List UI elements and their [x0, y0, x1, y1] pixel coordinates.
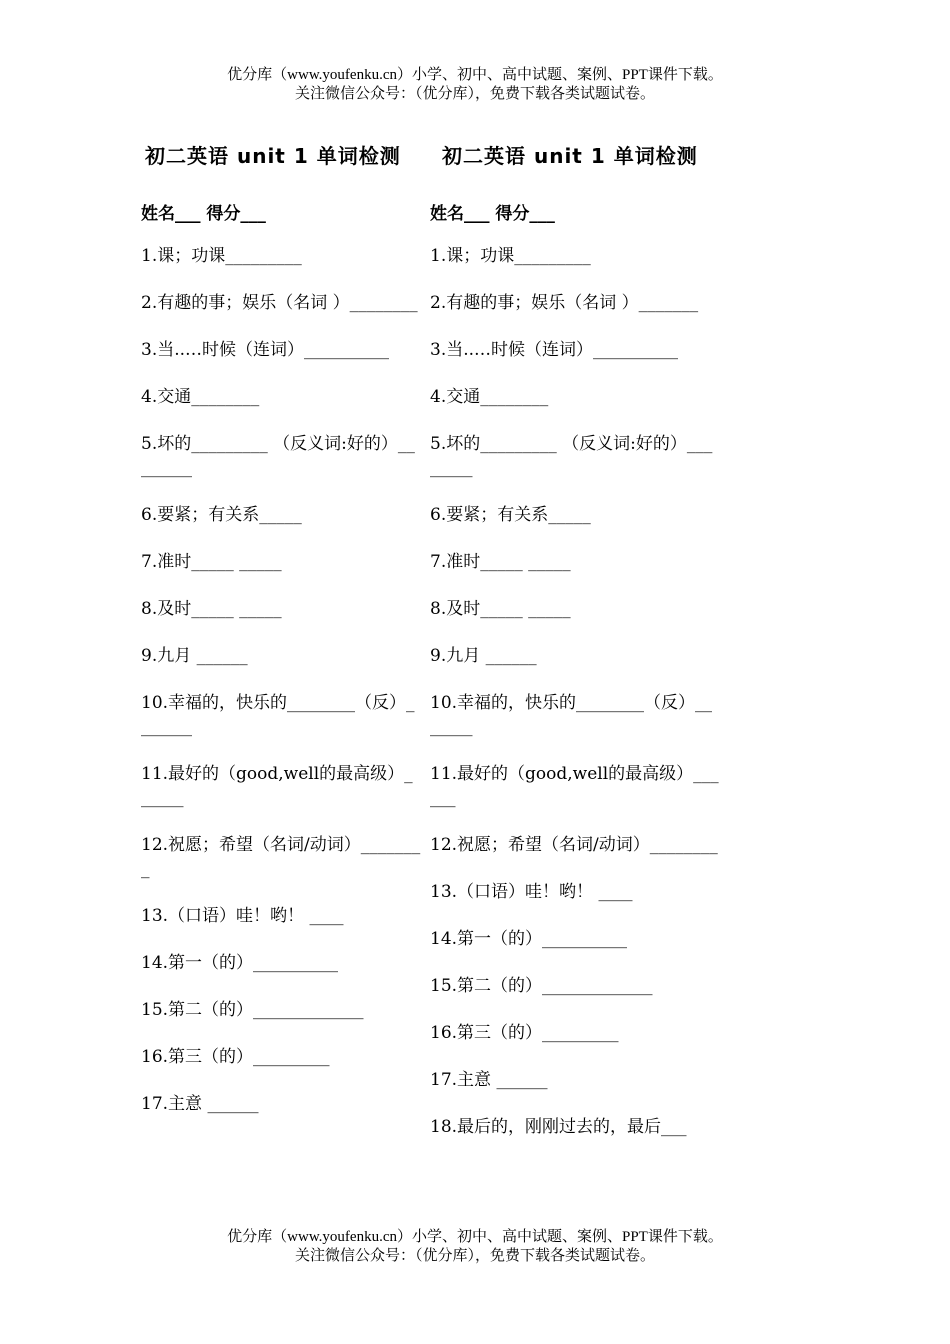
- question-item: 9.九月 ______: [430, 646, 537, 666]
- question-item: 8.及时_____ _____: [141, 599, 282, 619]
- question-item: 12.祝愿；希望（名词/动词）________: [141, 835, 421, 879]
- question-item: 4.交通________: [430, 387, 549, 407]
- question-item: 2.有趣的事；娱乐（名词 ）________: [141, 293, 418, 313]
- question-item: 9.九月 ______: [141, 646, 248, 666]
- question-item: 15.第二（的）_____________: [430, 976, 653, 996]
- question-item: 1.课；功课_________: [430, 246, 591, 266]
- question-item: 10.幸福的，快乐的________（反）_______: [430, 693, 713, 737]
- question-item: 6.要紧；有关系_____: [430, 505, 591, 525]
- question-item: 6.要紧；有关系_____: [141, 505, 302, 525]
- question-item: 16.第三（的）_________: [430, 1023, 619, 1043]
- question-item: 7.准时_____ _____: [141, 552, 282, 572]
- question-item: 13.（口语）哇！哟！ ____: [141, 906, 344, 926]
- question-list: [141, 244, 421, 1139]
- name-score-line: 姓名___ 得分___: [430, 204, 555, 224]
- footer-banner: [0, 1228, 950, 1266]
- worksheet-title: 初二英语 unit 1 单词检测: [442, 144, 698, 168]
- question-item: 3.当..…时候（连词）__________: [430, 340, 679, 360]
- question-item: 11.最好的（good,well的最高级）______: [141, 764, 413, 808]
- question-item: 12.祝愿；希望（名词/动词）________: [430, 835, 718, 855]
- worksheet-title: 初二英语 unit 1 单词检测: [145, 144, 401, 168]
- question-item: 17.主意 ______: [141, 1094, 259, 1114]
- question-item: 11.最好的（good,well的最高级）______: [430, 764, 719, 808]
- header-banner: [0, 66, 950, 104]
- question-item: 2.有趣的事；娱乐（名词 ）_______: [430, 293, 699, 313]
- question-item: 1.课；功课_________: [141, 246, 302, 266]
- question-item: 4.交通________: [141, 387, 260, 407]
- question-item: 10.幸福的，快乐的________（反）_______: [141, 693, 415, 737]
- question-item: 14.第一（的）__________: [141, 953, 339, 973]
- question-item: 3.当..…时候（连词）__________: [141, 340, 390, 360]
- question-item: 15.第二（的）_____________: [141, 1000, 364, 1020]
- header-banner-line1: 优分库（www.youfenku.cn）小学、初中、高中试题、案例、PPT课件下载。: [227, 67, 723, 83]
- question-item: 8.及时_____ _____: [430, 599, 571, 619]
- question-item: 18.最后的，刚刚过去的，最后___: [430, 1117, 687, 1137]
- question-item: 5.坏的_________ （反义词:好的）________: [141, 434, 415, 478]
- question-item: 13.（口语）哇！哟！ ____: [430, 882, 633, 902]
- footer-banner-line1: 优分库（www.youfenku.cn）小学、初中、高中试题、案例、PPT课件下载。: [227, 1229, 723, 1245]
- footer-banner-line2: 关注微信公众号：（优分库），免费下载各类试题试卷。: [294, 1248, 655, 1264]
- question-item: 17.主意 ______: [430, 1070, 548, 1090]
- question-item: 16.第三（的）_________: [141, 1047, 330, 1067]
- name-score-line: 姓名___ 得分___: [141, 204, 266, 224]
- question-item: 5.坏的_________ （反义词:好的）________: [430, 434, 713, 478]
- question-item: 14.第一（的）__________: [430, 929, 628, 949]
- question-item: 7.准时_____ _____: [430, 552, 571, 572]
- header-banner-line2: 关注微信公众号：（优分库），免费下载各类试题试卷。: [294, 86, 655, 102]
- question-list: [430, 244, 720, 1162]
